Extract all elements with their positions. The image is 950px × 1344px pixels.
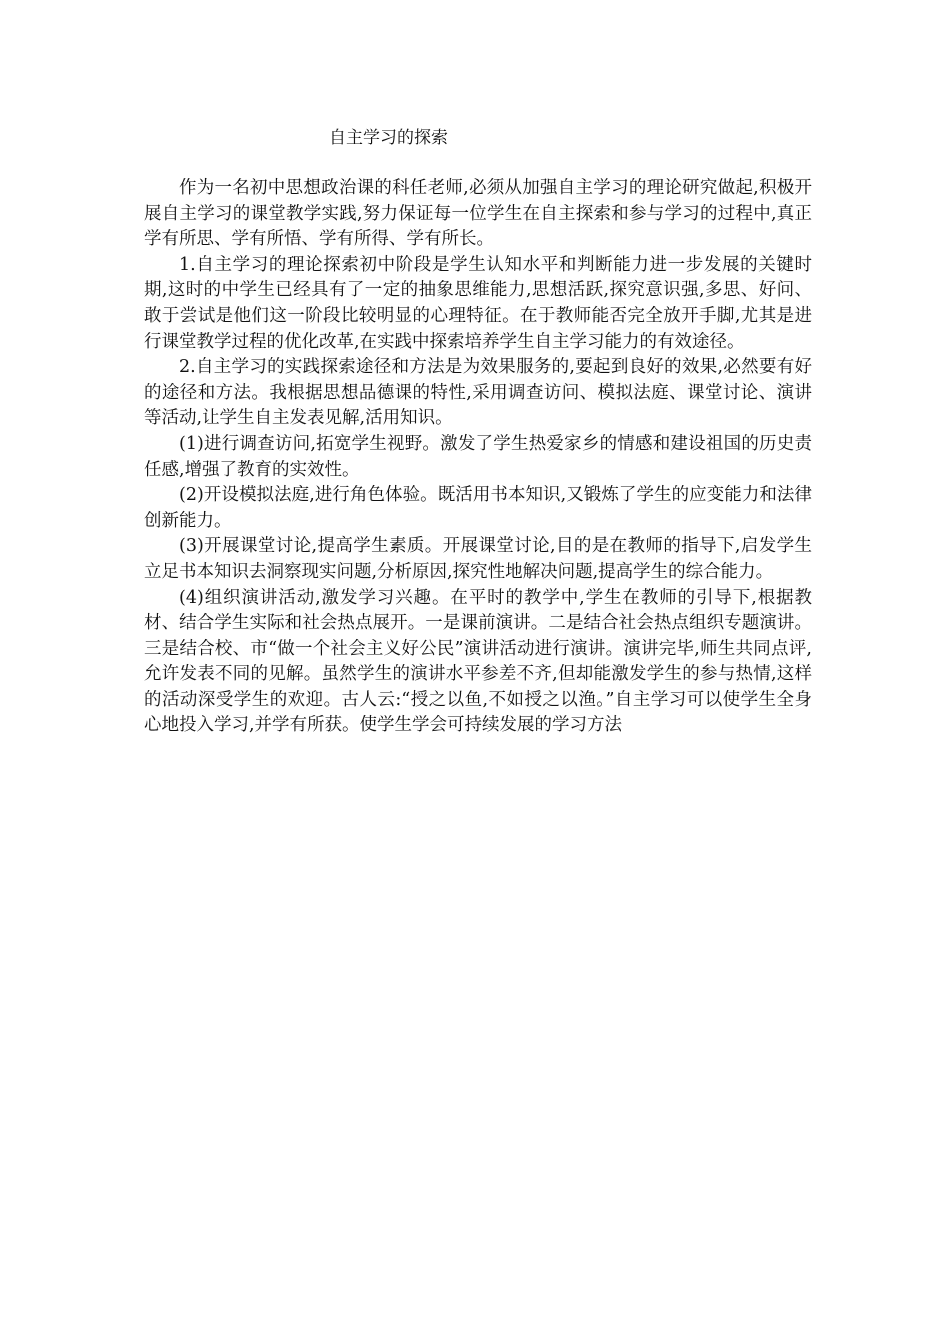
paragraph-practice: 2.自主学习的实践探索途径和方法是为效果服务的,要起到良好的效果,必然要有好的途径和方法。我根据思想品德课的特性,采用调查访问、模拟法庭、课堂讨论、演讲等活动,让学生自主发表见解,活用知识。	[144, 357, 812, 429]
document-body	[144, 176, 812, 739]
paragraph-speech: (4)组织演讲活动,激发学习兴趣。在平时的教学中,学生在教师的引导下,根据教材、结合学生实际和社会热点展开。一是课前演讲。二是结合社会热点组织专题演讲。三是结合校、市“做一个社会主义好公民”演讲活动进行演讲。演讲完毕,师生共同点评,允许发表不同的见解。虽然学生的演讲水平参差不齐,但却能激发学生的参与热情,这样的活动深受学生的欢迎。古人云:“授之以鱼,不如授之以渔。”自主学习可以使学生全身心地投入学习,并学有所获。使学生学会可持续发展的学习方法	[144, 587, 812, 736]
paragraph-survey: (1)进行调查访问,拓宽学生视野。激发了学生热爱家乡的情感和建设祖国的历史责任感,增强了教育的实效性。	[144, 433, 812, 480]
paragraph-intro: 作为一名初中思想政治课的科任老师,必须从加强自主学习的理论研究做起,积极开展自主学习的课堂教学实践,努力保证每一位学生在自主探索和参与学习的过程中,真正学有所思、学有所悟、学有所得、学有所长。	[144, 178, 812, 250]
paragraph-mock-court: (2)开设模拟法庭,进行角色体验。既活用书本知识,又锻炼了学生的应变能力和法律创新能力。	[144, 485, 812, 531]
document-title: 自主学习的探索	[329, 128, 448, 148]
paragraph-discussion: (3)开展课堂讨论,提高学生素质。开展课堂讨论,目的是在教师的指导下,启发学生立足书本知识去洞察现实问题,分析原因,探究性地解决问题,提高学生的综合能力。	[144, 536, 812, 582]
paragraph-theory: 1.自主学习的理论探索初中阶段是学生认知水平和判断能力进一步发展的关键时期,这时的中学生已经具有了一定的抽象思维能力,思想活跃,探究意识强,多思、好问、敢于尝试是他们这一阶段比较明显的心理特征。在于教师能否完全放开手脚,尤其是进行课堂教学过程的优化改革,在实践中探索培养学生自主学习能力的有效途径。	[144, 254, 812, 352]
